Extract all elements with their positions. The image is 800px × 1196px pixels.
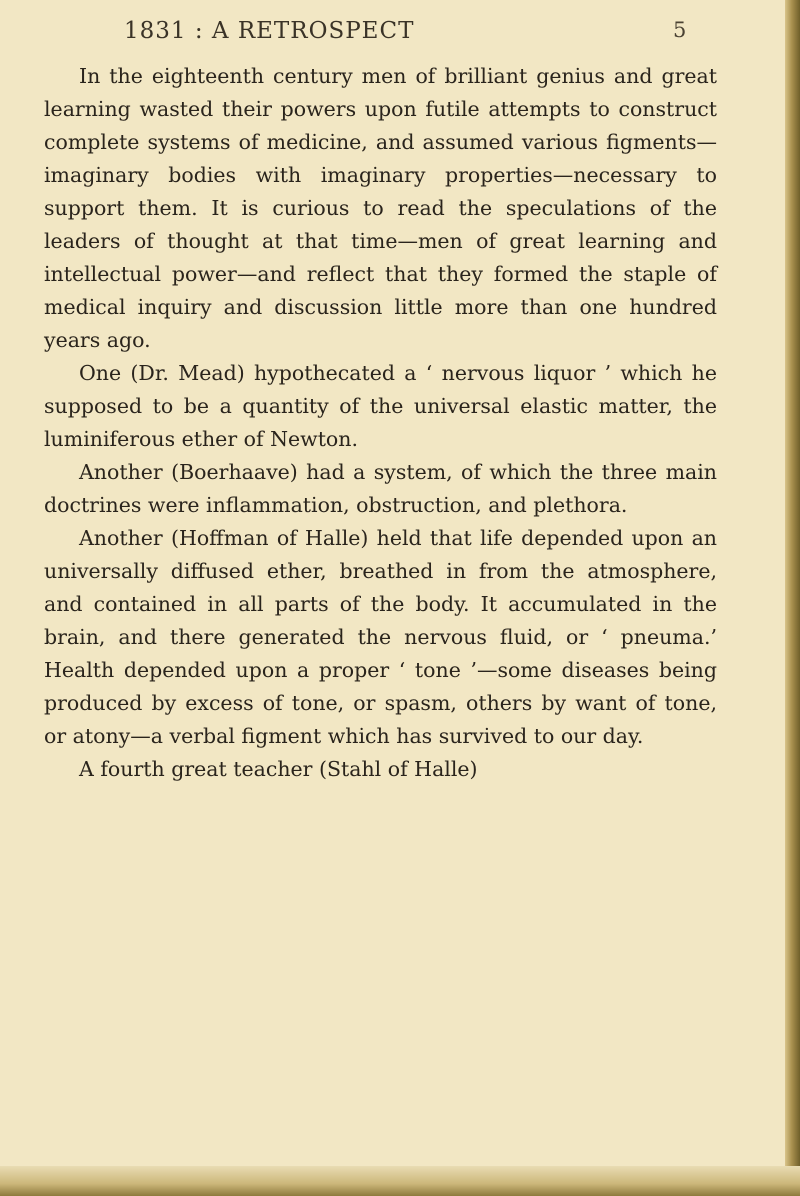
page-number: 5: [673, 18, 687, 42]
paragraph-dr-mead: One (Dr. Mead) hypothecated a ‘ nervous liquor ’ which he supposed to be a quantity of the universal elastic matter, the luminiferous ether of Newton.: [44, 361, 717, 451]
running-header: [0, 18, 785, 48]
page-edge-right: [785, 0, 800, 1196]
running-title: 1831 : A RETROSPECT: [124, 18, 415, 44]
paragraph-stahl: A fourth great teacher (Stahl of Halle): [79, 757, 478, 781]
page-edge-bottom: [0, 1166, 800, 1196]
body-text: [44, 60, 717, 786]
paragraph-boerhaave: Another (Boerhaave) had a system, of which the three main doctrines were inflammation, obstruction, and plethora.: [44, 460, 717, 517]
paragraph-hoffman: Another (Hoffman of Halle) held that life depended upon an universally diffused ether, breathed in from the atmosphere, and contained in all parts of the body. It accumulated in the brain, and there generated the nervous fluid, or ‘ pneuma.’ Health depended upon a proper ‘ tone ’—some diseases being produced by excess of tone, or spasm, others by want of tone, or atony—a verbal figment which has survived to our day.: [44, 526, 717, 748]
paragraph-eighteenth-century: In the eighteenth century men of brilliant genius and great learning wasted their powers upon futile attempts to construct complete systems of medicine, and assumed various figments—imaginary bodies with imaginary properties—necessary to support them. It is curious to read the speculations of the leaders of thought at that time—men of great learning and intellectual power—and reflect that they formed the staple of medical inquiry and discussion little more than one hundred years ago.: [44, 64, 717, 352]
